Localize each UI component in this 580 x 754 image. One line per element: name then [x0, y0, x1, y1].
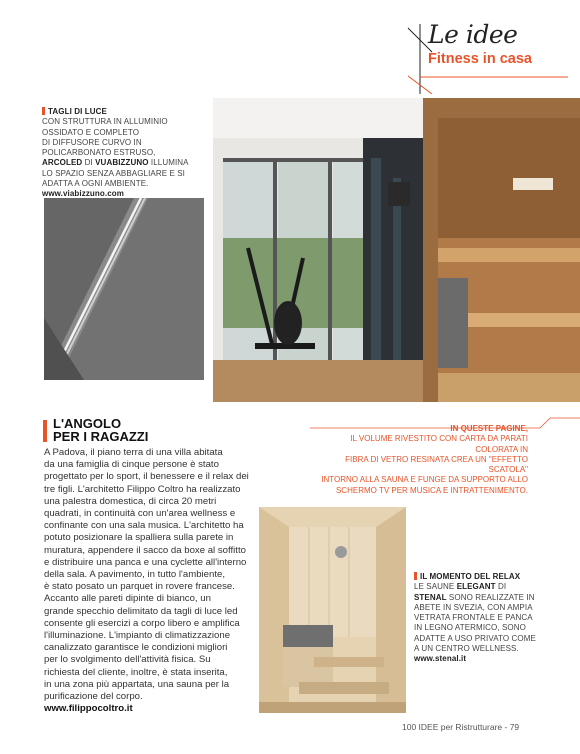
caption-text: INTORNO ALLA SAUNA E FUNGE DA SUPPORTO ALLO — [321, 475, 528, 485]
caption-relax-link[interactable]: www.stenal.it — [414, 654, 467, 664]
caption-text: LO SPAZIO SENZA ABBAGLIARE E SI — [42, 168, 186, 178]
caption-right-lead: IN QUESTE PAGINE, — [450, 424, 528, 433]
caption-brand: VUABIZZUNO — [95, 158, 149, 168]
caption-text: ILLUMINA — [148, 158, 189, 168]
caption-marker — [42, 107, 45, 115]
caption-text: DI — [82, 158, 96, 168]
caption-led — [42, 107, 204, 200]
article-line: grande specchio delimitato da tagli di luce led — [44, 605, 238, 617]
caption-led-link[interactable]: www.viabizzuno.com — [42, 189, 124, 199]
article-line: progettato per lo sport, il benessere e il relax dei — [44, 471, 249, 483]
article-line: e distribuire una panca e una cyclette all'interno — [44, 556, 247, 568]
section-subtitle: Fitness in casa — [428, 51, 532, 67]
article-line: tre figli. L'architetto Filippo Coltro ha realizzato — [44, 483, 241, 495]
article-line: Accanto alle pareti dipinte di bianco, un — [44, 593, 211, 605]
article-line: per lo svolgimento dell'attività fisica. Su — [44, 654, 211, 666]
home-gym-photo — [213, 98, 580, 402]
sauna-photo — [259, 507, 406, 713]
caption-text: ADATTE A USO PRIVATO COME — [414, 633, 536, 643]
caption-text: IN LEGNO ATERMICO, SONO — [414, 623, 526, 633]
caption-text: DI DIFFUSORE CURVO IN — [42, 137, 142, 147]
caption-text: POLICARBONATO ESTRUSO, — [42, 148, 156, 158]
caption-text: OSSIDATO E COMPLETO — [42, 127, 140, 137]
article-line: in una zona più appartata, una sauna per la — [44, 678, 230, 690]
article-line: A Padova, il piano terra di una villa abitata — [44, 447, 223, 458]
caption-text: SONO REALIZZATE IN — [446, 592, 535, 602]
article-line: purificazione del corpo. — [44, 691, 143, 703]
caption-text: ABETE IN SVEZIA, CON AMPIA — [414, 602, 533, 612]
caption-brand: ELEGANT — [456, 582, 496, 592]
article-line: potuto posizionare la spalliera sulla parete in — [44, 532, 234, 544]
article-line: consente gli esercizi a corpo libero e amplifica — [44, 617, 240, 629]
article-title — [53, 417, 148, 443]
article-line: da una famiglia di cinque persone è stato — [44, 459, 219, 471]
caption-brand: STENAL — [414, 592, 447, 602]
article-line: confinante con una sala musica. L'architetto ha — [44, 520, 244, 532]
article-marker — [43, 420, 47, 442]
caption-text: ADATTA A OGNI AMBIENTE. — [42, 179, 149, 189]
article-line: è stato posato un parquet in rovere francese. — [44, 581, 235, 593]
caption-brand: ARCOLED — [42, 158, 83, 168]
article-line: una palestra domestica, di circa 20 metri — [44, 495, 217, 507]
article-body — [44, 447, 249, 703]
caption-text: VETRATA FRONTALE E PANCA — [414, 613, 533, 623]
caption-text: IL VOLUME RIVESTITO CON CARTA DA PARATI COLORATA IN — [350, 434, 528, 454]
page-footer: 100 IDEE per Ristrutturare - 79 — [402, 722, 520, 732]
caption-relax-lead: IL MOMENTO DEL RELAX — [420, 572, 521, 581]
led-light-photo — [44, 198, 204, 380]
caption-text: LE SAUNE — [414, 582, 457, 592]
caption-text: FIBRA DI VETRO RESINATA CREA UN "EFFETTO SCATOLA" — [345, 454, 528, 475]
caption-led-lead: TAGLI DI LUCE — [48, 107, 107, 116]
article-link[interactable]: www.filippocoltro.it — [44, 703, 133, 714]
caption-relax — [414, 572, 542, 665]
article-line: della sala. A pavimento, in tutto l'ambiente, — [44, 569, 226, 581]
caption-sauna-volume — [310, 424, 528, 496]
caption-text: DI — [495, 582, 507, 592]
article-title-line: L'ANGOLO — [53, 416, 122, 431]
section-title: Le idee — [428, 20, 518, 49]
caption-text: SCHERMO TV PER MUSICA E INTRATTENIMENTO. — [335, 485, 528, 495]
article-line: l'illuminazione. L'impianto di climatizzazione — [44, 630, 231, 642]
article-line: canalizzato garantisce le condizioni migliori — [44, 642, 228, 654]
article-line: muratura, appendere il sacco da boxe al soffitto — [44, 544, 246, 556]
article-line: richiesta del cliente, inoltre, è stata inserita, — [44, 666, 228, 678]
article-line: quadrati, in continuità con un'area wellness e — [44, 508, 236, 520]
caption-text: A UN CENTRO WELLNESS. — [414, 644, 519, 654]
caption-marker — [414, 572, 417, 580]
caption-text: CON STRUTTURA IN ALLUMINIO — [42, 117, 168, 127]
article-title-line: PER I RAGAZZI — [53, 429, 149, 444]
